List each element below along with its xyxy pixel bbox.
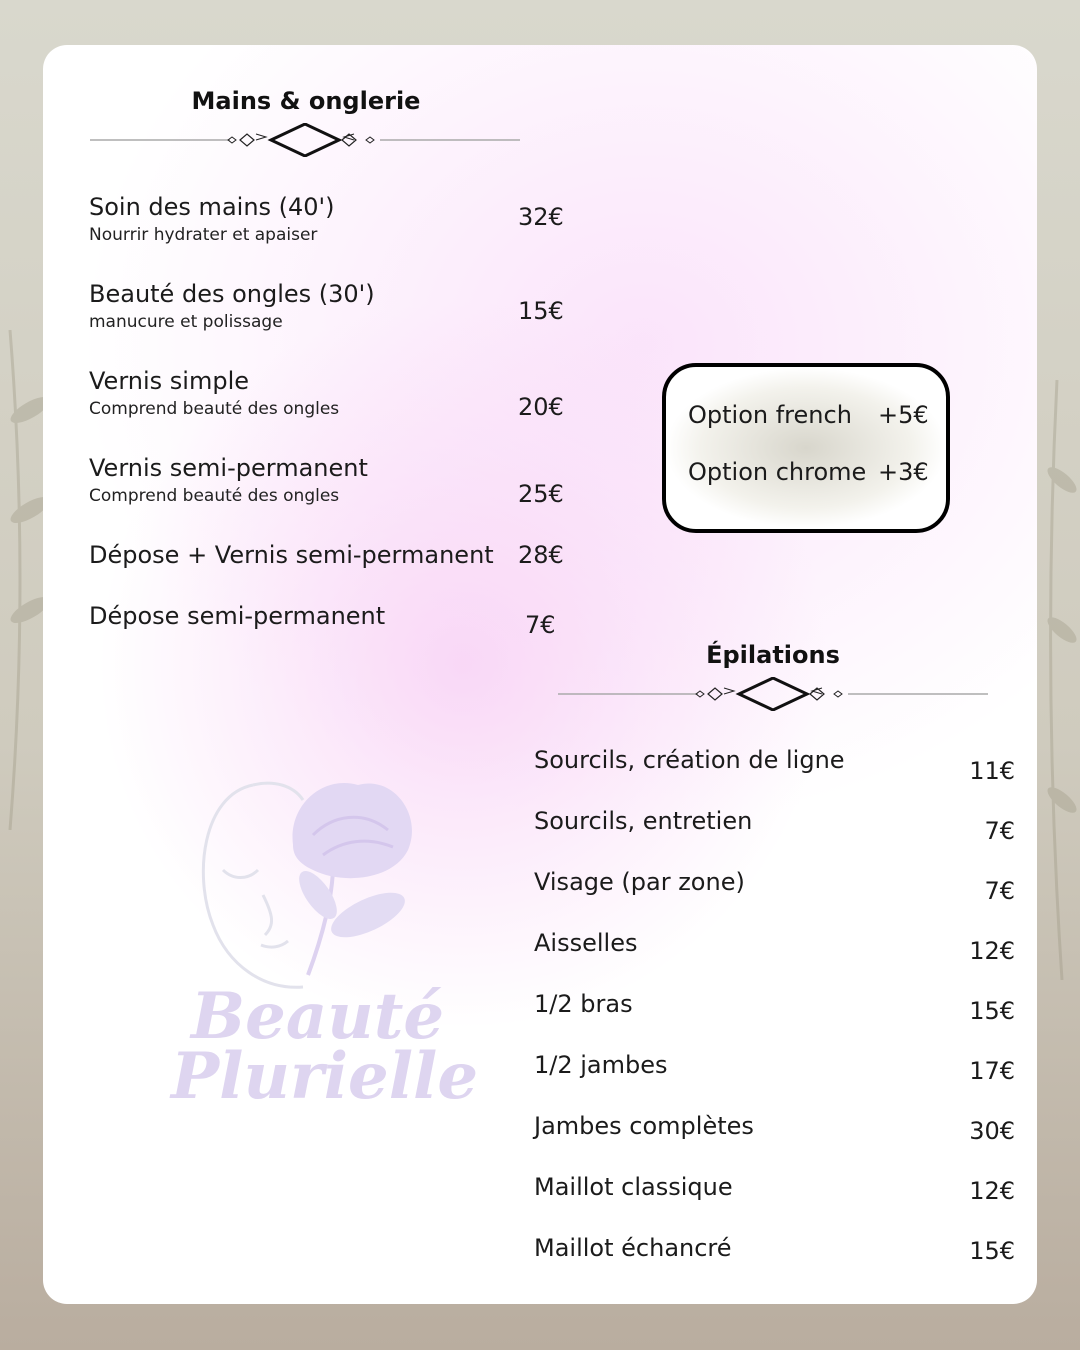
item-price: 32€ bbox=[518, 203, 564, 231]
item-price: 17€ bbox=[969, 1057, 1015, 1085]
item-description: Comprend beauté des ongles bbox=[89, 486, 340, 506]
item-price: 15€ bbox=[518, 297, 564, 325]
option-price: +5€ bbox=[878, 401, 929, 429]
item-name: Dépose semi-permanent bbox=[89, 602, 386, 630]
item-name: Visage (par zone) bbox=[534, 868, 745, 896]
logo-text-line1: Beauté bbox=[191, 979, 445, 1054]
ornamental-divider-icon bbox=[558, 677, 988, 711]
item-name: Maillot échancré bbox=[534, 1234, 732, 1262]
list-item bbox=[89, 280, 375, 332]
item-description: Nourrir hydrater et apaiser bbox=[89, 225, 318, 245]
item-name: Beauté des ongles (30') bbox=[89, 280, 375, 308]
option-label: Option french bbox=[688, 401, 852, 429]
item-price: 12€ bbox=[969, 1177, 1015, 1205]
ornamental-divider-icon bbox=[90, 123, 520, 157]
item-name: Vernis semi-permanent bbox=[89, 454, 368, 482]
face-flower-icon bbox=[193, 775, 433, 995]
list-item bbox=[89, 193, 335, 245]
section-title-mains: Mains & onglerie bbox=[191, 87, 421, 115]
item-name: 1/2 bras bbox=[534, 990, 633, 1018]
item-price: 7€ bbox=[984, 817, 1015, 845]
item-price: 15€ bbox=[969, 1237, 1015, 1265]
item-name: Jambes complètes bbox=[534, 1112, 754, 1140]
item-name: Dépose + Vernis semi-permanent bbox=[89, 541, 494, 569]
item-name: 1/2 jambes bbox=[534, 1051, 668, 1079]
item-price: 11€ bbox=[969, 757, 1015, 785]
option-chrome bbox=[688, 458, 929, 486]
price-list-card bbox=[43, 45, 1037, 1304]
option-price: +3€ bbox=[878, 458, 929, 486]
item-name: Aisselles bbox=[534, 929, 638, 957]
item-price: 12€ bbox=[969, 937, 1015, 965]
section-title-epilations: Épilations bbox=[706, 641, 840, 669]
item-description: manucure et polissage bbox=[89, 312, 283, 332]
list-item bbox=[89, 367, 339, 419]
options-box bbox=[662, 363, 950, 533]
item-price: 7€ bbox=[525, 611, 556, 639]
item-price: 28€ bbox=[518, 541, 564, 569]
item-price: 20€ bbox=[518, 393, 564, 421]
item-name: Sourcils, entretien bbox=[534, 807, 753, 835]
item-description: Comprend beauté des ongles bbox=[89, 399, 340, 419]
option-french bbox=[688, 401, 929, 429]
item-name: Vernis simple bbox=[89, 367, 249, 395]
list-item bbox=[89, 454, 368, 506]
item-name: Maillot classique bbox=[534, 1173, 733, 1201]
item-price: 15€ bbox=[969, 997, 1015, 1025]
item-price: 25€ bbox=[518, 480, 564, 508]
background-foliage-right bbox=[1037, 380, 1080, 980]
option-label: Option chrome bbox=[688, 458, 867, 486]
logo-text-line2: Plurielle bbox=[171, 1039, 479, 1114]
item-price: 7€ bbox=[984, 877, 1015, 905]
item-name: Sourcils, création de ligne bbox=[534, 746, 845, 774]
item-price: 30€ bbox=[969, 1117, 1015, 1145]
item-name: Soin des mains (40') bbox=[89, 193, 335, 221]
